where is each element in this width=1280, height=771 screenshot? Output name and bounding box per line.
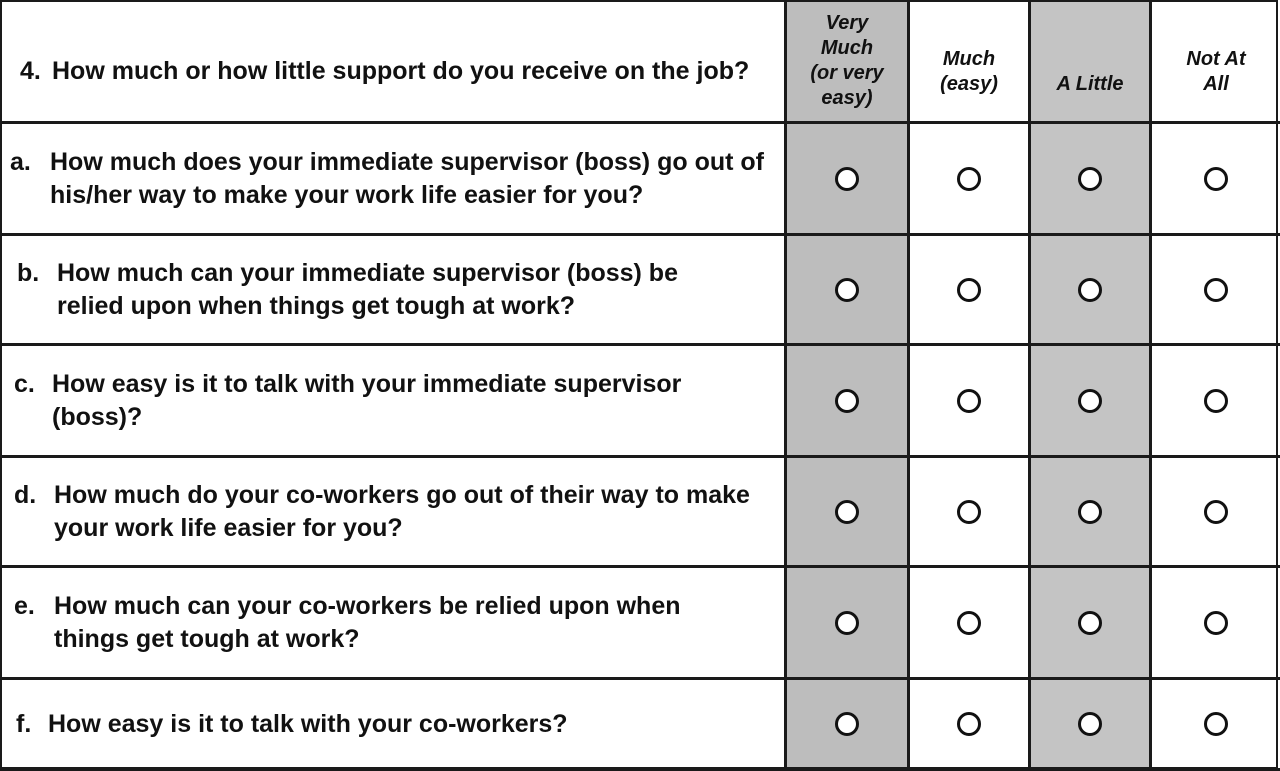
radio-very-much[interactable]	[835, 712, 859, 736]
item-letter: a.	[10, 147, 31, 176]
column-header-much	[910, 0, 1031, 121]
item-letter: c.	[14, 369, 35, 398]
item-row-a	[0, 124, 1280, 236]
item-row-f	[0, 680, 1280, 771]
radio-much[interactable]	[957, 278, 981, 302]
radio-a-little[interactable]	[1078, 712, 1102, 736]
column-header-line: Much	[942, 47, 996, 70]
radio-much[interactable]	[957, 389, 981, 413]
item-text: How easy is it to talk with your immediate supervisor (boss)?	[52, 369, 682, 431]
item-row-d	[0, 458, 1280, 568]
item-text: How easy is it to talk with your co-workers?	[48, 709, 568, 738]
item-text: How much does your immediate supervisor (boss) go out of his/her way to make your work life easier for you?	[50, 147, 764, 209]
radio-a-little[interactable]	[1078, 278, 1102, 302]
radio-a-little[interactable]	[1078, 611, 1102, 635]
radio-not-at-all[interactable]	[1204, 712, 1228, 736]
header-row	[0, 0, 1280, 124]
radio-not-at-all[interactable]	[1204, 611, 1228, 635]
question-text: How much or how little support do you receive on the job?	[52, 57, 750, 85]
radio-very-much[interactable]	[835, 611, 859, 635]
item-question-cell	[0, 458, 787, 565]
radio-much[interactable]	[957, 611, 981, 635]
item-letter: f.	[16, 709, 32, 738]
column-header-line: (or very	[810, 61, 884, 84]
item-question-cell	[0, 346, 787, 455]
radio-not-at-all[interactable]	[1204, 500, 1228, 524]
item-letter: e.	[14, 591, 35, 620]
item-row-e	[0, 568, 1280, 680]
radio-not-at-all[interactable]	[1204, 167, 1228, 191]
column-header-line: Not At	[1186, 47, 1246, 70]
question-number: 4.	[20, 57, 41, 85]
column-header-not-at-all	[1152, 0, 1280, 121]
header-question	[20, 56, 772, 87]
radio-very-much[interactable]	[835, 500, 859, 524]
column-header-very-much	[787, 0, 910, 121]
item-question-cell	[0, 124, 787, 233]
radio-not-at-all[interactable]	[1204, 389, 1228, 413]
radio-much[interactable]	[957, 167, 981, 191]
radio-a-little[interactable]	[1078, 167, 1102, 191]
item-question-cell	[0, 680, 787, 768]
column-header-line: All	[1203, 72, 1229, 95]
radio-much[interactable]	[957, 712, 981, 736]
radio-very-much[interactable]	[835, 167, 859, 191]
item-letter: b.	[17, 258, 40, 287]
item-text: How much do your co-workers go out of their way to make your work life easier for you?	[54, 480, 750, 542]
column-header-line: Very	[825, 11, 869, 34]
radio-much[interactable]	[957, 500, 981, 524]
column-header-line: (easy)	[940, 72, 998, 95]
item-question-cell	[0, 568, 787, 677]
item-text: How much can your immediate supervisor (boss) be relied upon when things get tough at work?	[57, 258, 678, 320]
header-question-cell	[0, 0, 787, 121]
radio-very-much[interactable]	[835, 278, 859, 302]
radio-not-at-all[interactable]	[1204, 278, 1228, 302]
item-row-b	[0, 236, 1280, 346]
item-letter: d.	[14, 480, 37, 509]
item-text: How much can your co-workers be relied upon when things get tough at work?	[54, 591, 681, 653]
radio-very-much[interactable]	[835, 389, 859, 413]
item-row-c	[0, 346, 1280, 458]
column-header-a-little	[1031, 0, 1152, 121]
radio-a-little[interactable]	[1078, 389, 1102, 413]
item-question-cell	[0, 236, 787, 343]
radio-a-little[interactable]	[1078, 500, 1102, 524]
column-header-line: A Little	[1056, 73, 1124, 95]
column-header-line: easy)	[821, 86, 873, 109]
column-header-line: Much	[820, 36, 874, 59]
